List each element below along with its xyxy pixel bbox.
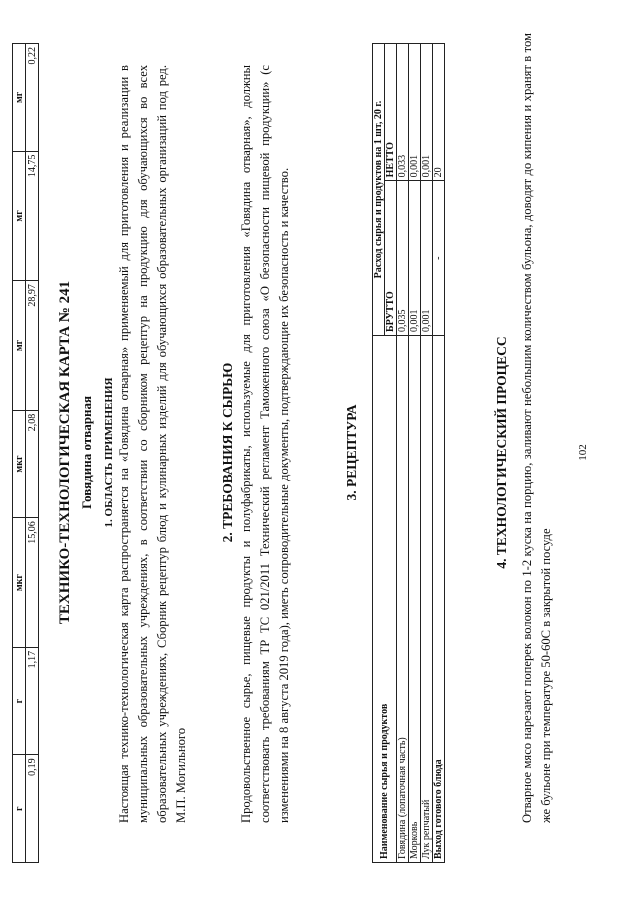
nutrition-units-row [13, 44, 26, 863]
unit-cell: мкг [13, 518, 26, 648]
value-cell: 28,97 [26, 281, 39, 411]
page-title: ТЕХНИКО-ТЕХНОЛОГИЧЕСКАЯ КАРТА № 241 [57, 280, 73, 625]
netto-value: 0,033 [397, 44, 409, 181]
value-cell: 2,08 [26, 410, 39, 518]
output-row [433, 44, 445, 863]
table-row [409, 44, 421, 863]
nutrition-table [12, 43, 39, 863]
value-cell: 15,06 [26, 518, 39, 648]
section-text-requirements: Продовольственное сырье, пищевые продукты и полуфабрикаты, используемые для приготовления «Говядина отварная», должны соответствовать требованиям ТР ТС 021/2011 Технический регламент Таможенного союза «О безопасности пищевой продукции» (с изменениями на 8 августа 2019 года), иметь сопроводительные документы, подтверждающие их безопасность и качество. [239, 65, 291, 823]
recipe-header-row [373, 44, 385, 863]
table-row [397, 44, 409, 863]
output-netto: 20 [433, 44, 445, 181]
recipe-table [372, 43, 445, 863]
brutto-value: 0,001 [409, 181, 421, 336]
unit-cell: мкг [13, 410, 26, 518]
dish-name: Говядина отварная [79, 396, 94, 509]
unit-cell: г [13, 647, 26, 755]
ingredient-name: Говядина (лопаточная часть) [397, 336, 409, 863]
col-group-header: Расход сырья и продуктов на 1 шт, 20 г. [373, 44, 385, 336]
col-brutto-header: БРУТТО [385, 181, 397, 336]
section-text-scope: Настоящая технико-технологическая карта распространяется на «Говядина отварная» применяемый для приготовления и реализации в муниципальных образовательных учреждениях, в соответствии со сборником рецептур на продукцию для обучающихся во всех образовательных учреждениях, Сборник рецептур блюд и кулинарных изделий для обучающихся образовательных организаций под ред. М.П. Могильного [117, 65, 188, 823]
unit-cell: мг [13, 151, 26, 281]
section-heading-recipe: 3. РЕЦЕПТУРА [344, 404, 359, 501]
output-brutto: - [433, 181, 445, 336]
value-cell: 14,75 [26, 151, 39, 281]
nutrition-values-row [26, 44, 39, 863]
unit-cell: мг [13, 44, 26, 152]
section-heading-requirements: 2. ТРЕБОВАНИЯ К СЫРЬЮ [220, 362, 235, 543]
value-cell: 1,17 [26, 647, 39, 755]
section-heading-process: 4. ТЕХНОЛОГИЧЕСКИЙ ПРОЦЕСС [494, 336, 509, 569]
ingredient-name: Морковь [409, 336, 421, 863]
section-heading-scope: 1. ОБЛАСТЬ ПРИМЕНЕНИЯ [103, 377, 115, 528]
unit-cell: мг [13, 281, 26, 411]
netto-value: 0,001 [421, 44, 433, 181]
unit-cell: г [13, 755, 26, 863]
ingredient-name: Лук репчатый [421, 336, 433, 863]
brutto-value: 0,035 [397, 181, 409, 336]
col-name-header: Наименование сырья и продуктов [373, 336, 397, 863]
section-text-process: Отварное мясо нарезают поперек волокон по 1-2 куска на порцию, заливают небольшим количеством бульона, доводят до кипения и хранят в том же бульоне при температуре 50-60С в закрытой посуде [520, 33, 553, 823]
output-label: Выход готового блюда [433, 336, 445, 863]
table-row [421, 44, 433, 863]
brutto-value: 0,001 [421, 181, 433, 336]
col-netto-header: НЕТТО [385, 44, 397, 181]
value-cell: 0,22 [26, 44, 39, 152]
page-number: 102 [577, 444, 589, 461]
netto-value: 0,001 [409, 44, 421, 181]
value-cell: 0,19 [26, 755, 39, 863]
